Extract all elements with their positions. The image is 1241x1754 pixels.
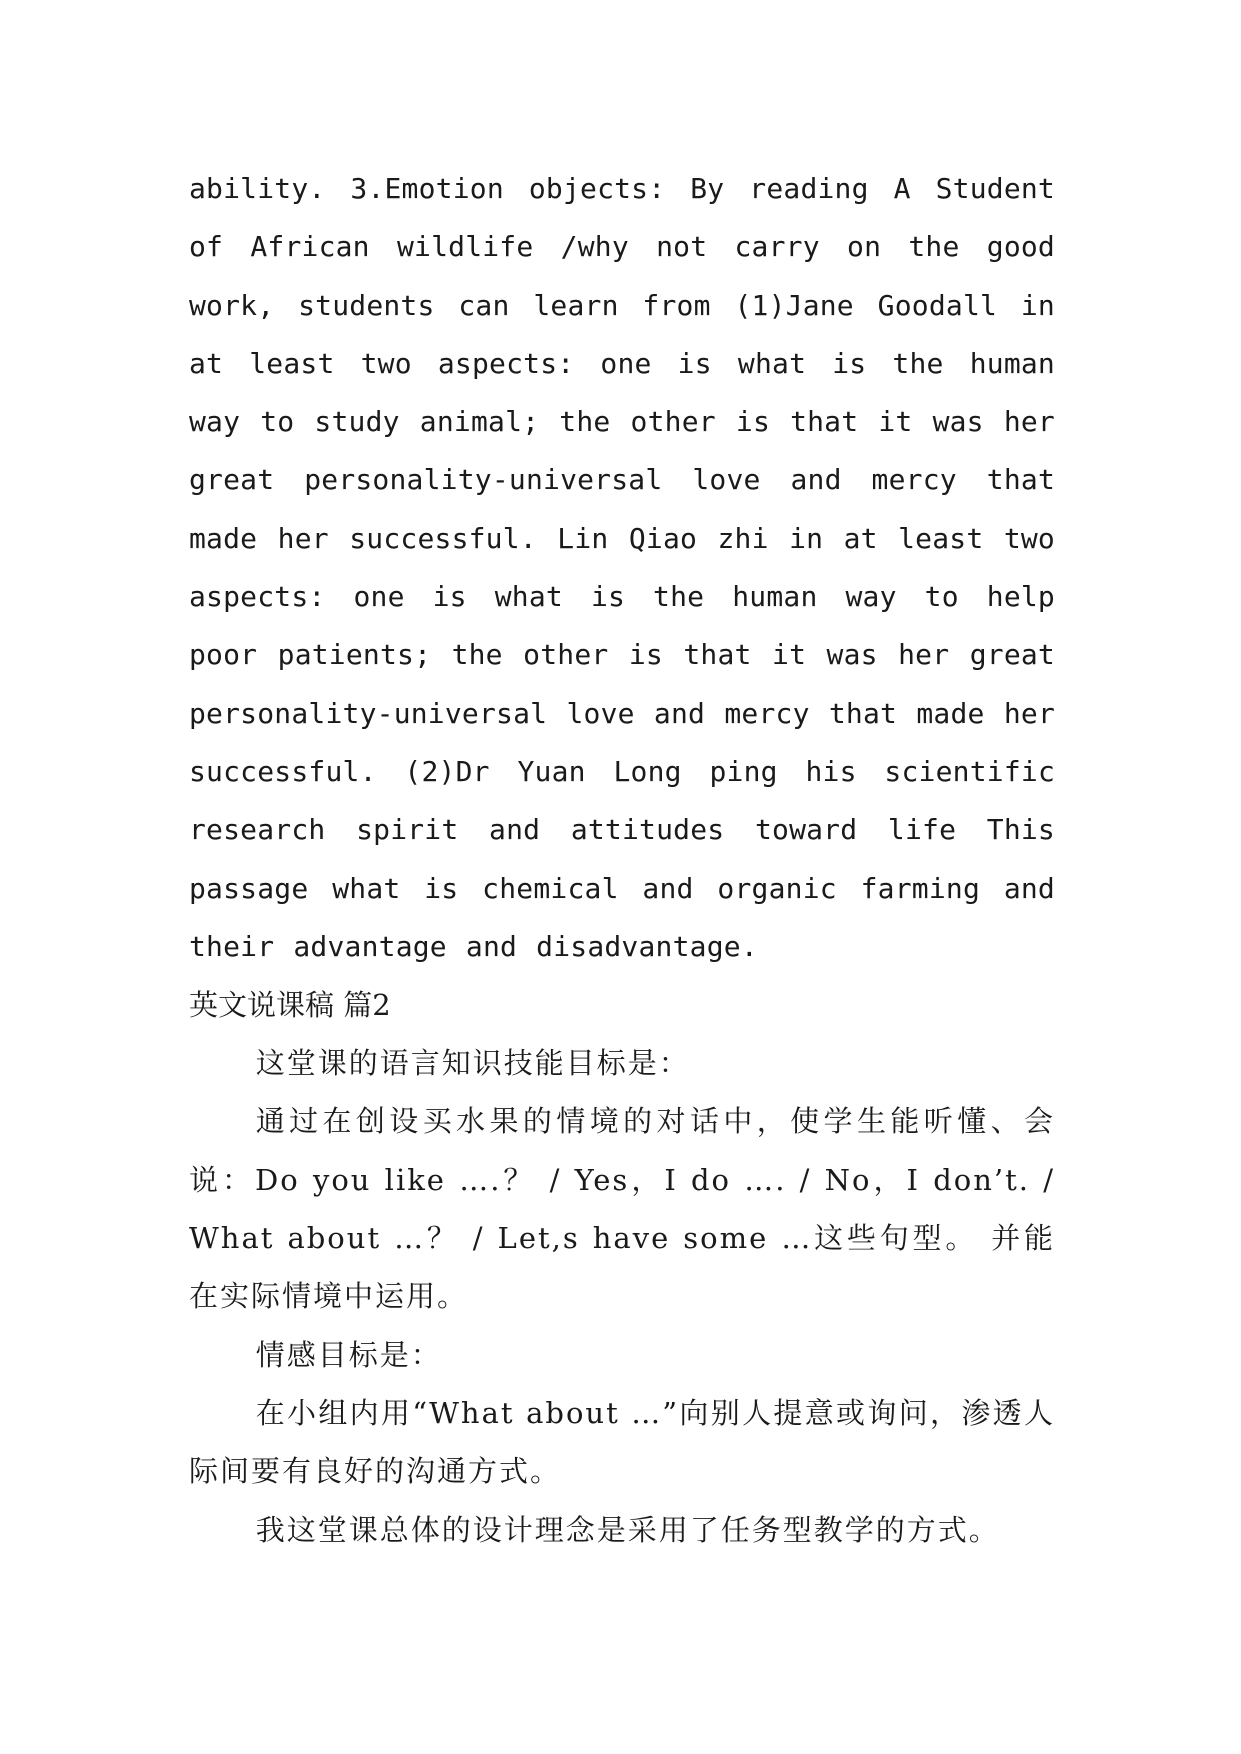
chinese-paragraph-objectives: 这堂课的语言知识技能目标是：: [255, 1046, 690, 1081]
chinese-paragraph-group-work: 在小组内用“What about …”向别人提意或询问，渗透人际间要有良好的沟通方式。: [189, 1395, 1055, 1489]
document-body: [189, 160, 1055, 1559]
chinese-paragraph-dialogue: 通过在创设买水果的情境的对话中，使学生能听懂、会说：Do you like ….？ / Yes，I do …. / No，I don’t. / What about …？ / Let,s have some …这些句型。 并能在实际情境中运用。: [189, 1104, 1055, 1314]
chinese-paragraph-emotion-goal: 情感目标是：: [255, 1337, 442, 1372]
chinese-paragraph-design-concept: 我这堂课总体的设计理念是采用了任务型教学的方式。: [255, 1512, 1000, 1547]
section-heading: 英文说课稿 篇2: [189, 988, 391, 1023]
english-paragraph: ability. 3.Emotion objects: By reading A Student of African wildlife /why not carry on the good work, students can learn from (1)Jane Goodall in at least two aspects: one is what is the human way to study animal; the other is that it was her great personality-universal love and mercy that made her successful. Lin Qiao zhi in at least two aspects: one is what is the human way to help poor patients; the other is that it was her great personality-universal love and mercy that made her successful. (2)Dr Yuan Long ping his scientific research spirit and attitudes toward life This passage what is chemical and organic farming and their advantage and disadvantage.: [189, 172, 1055, 963]
